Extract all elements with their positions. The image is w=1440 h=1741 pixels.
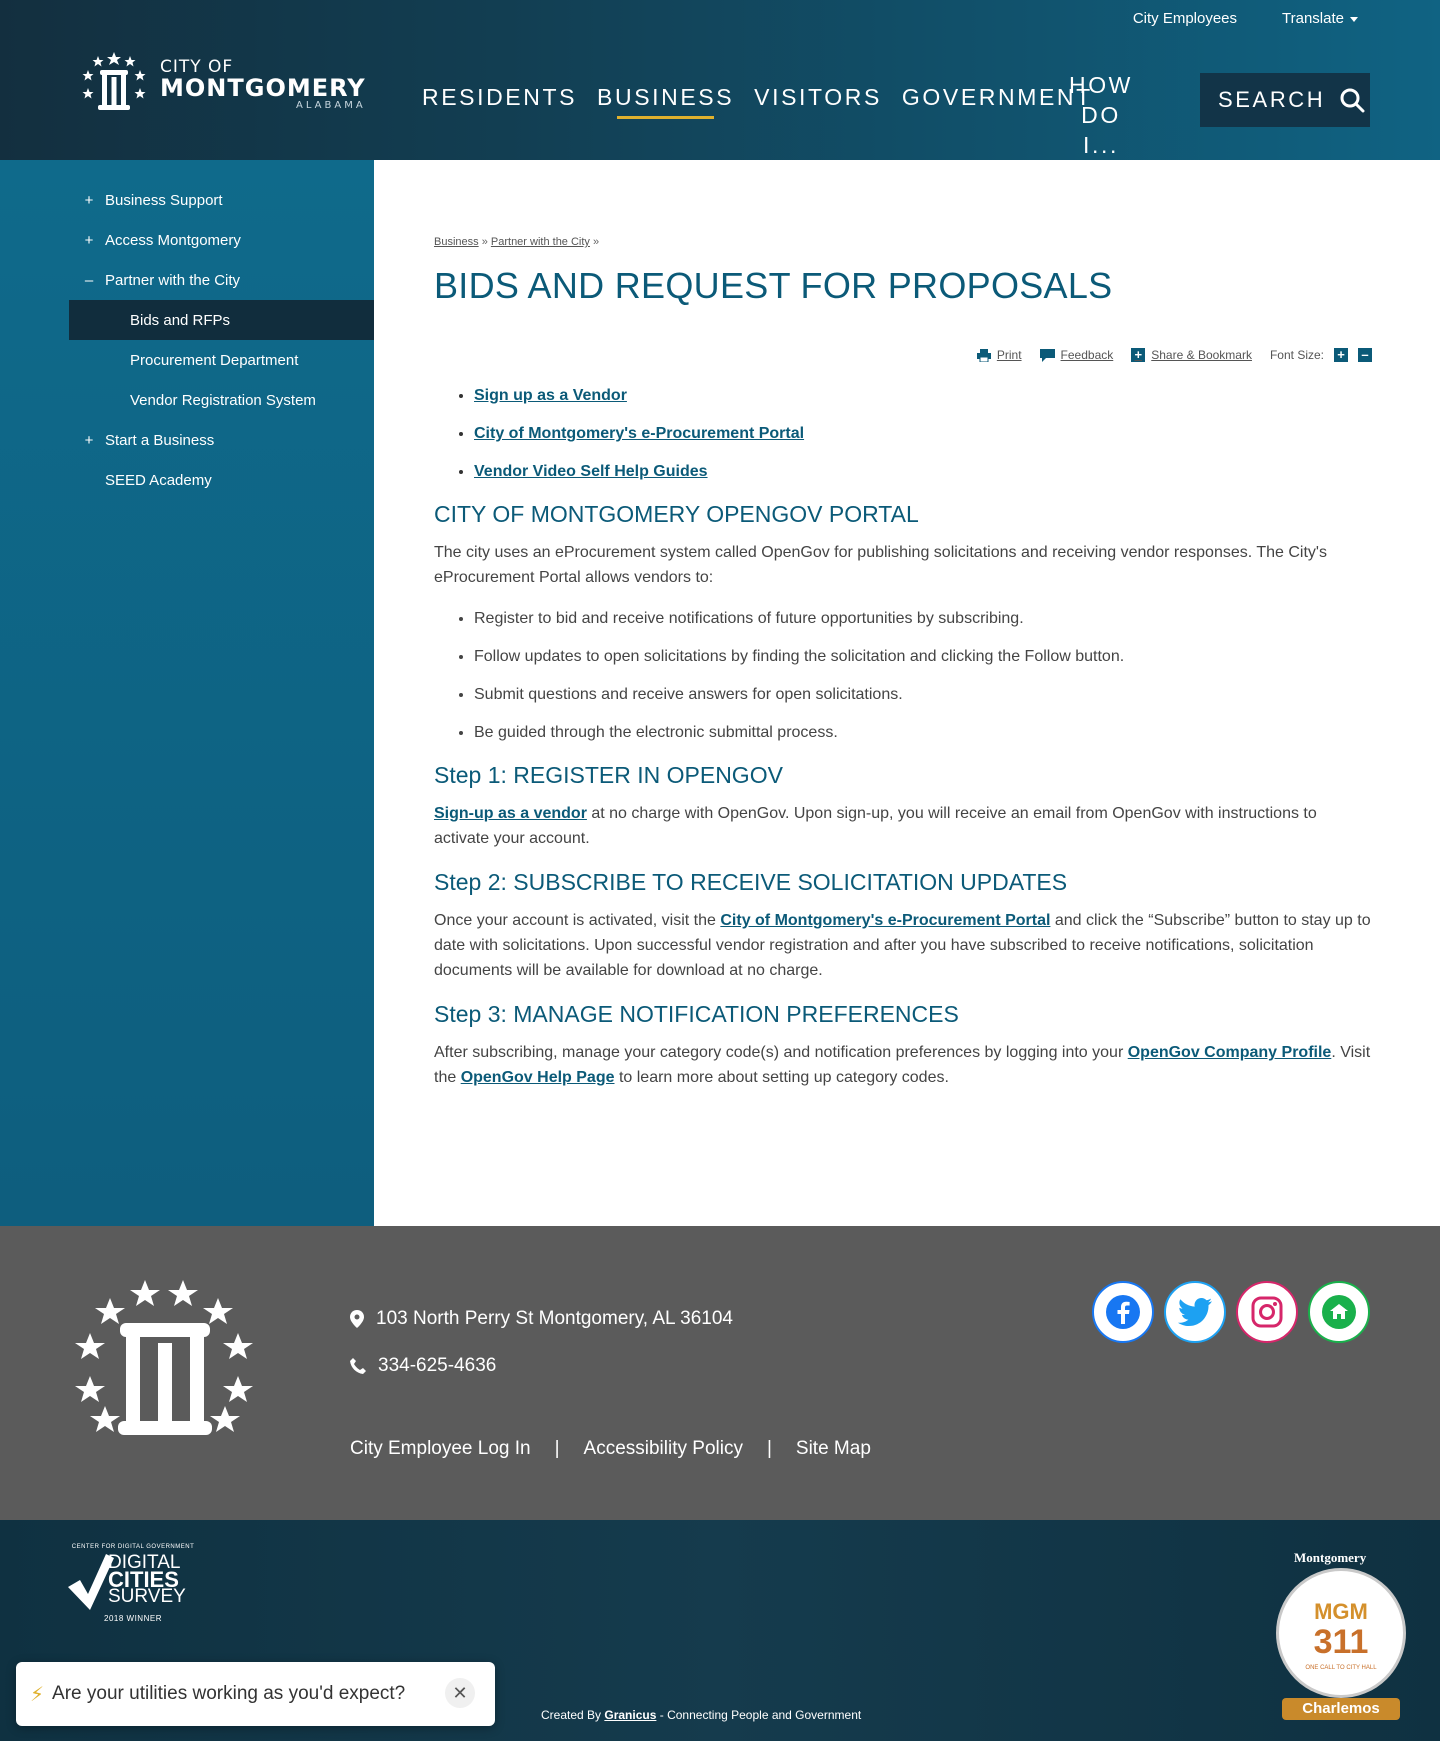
sign-up-vendor-inline-link[interactable]: Sign-up as a vendor [434, 805, 587, 822]
print-link[interactable] [977, 348, 1022, 362]
step1-heading: Step 1: REGISTER IN OPENGOV [434, 762, 783, 788]
step1-body: at no charge with OpenGov. Upon sign-up, you will receive an email from OpenGov with instructions to activate your account. [434, 805, 1317, 847]
instagram-link[interactable] [1236, 1281, 1298, 1343]
step3-text [434, 1040, 1372, 1090]
instagram-icon [1251, 1296, 1283, 1328]
main-navigation [422, 84, 1093, 111]
opengov-help-page-link[interactable]: OpenGov Help Page [460, 1069, 615, 1086]
breadcrumb-partner[interactable]: Partner with the City [490, 236, 590, 248]
sidebar-item-vendor-registration[interactable] [69, 380, 374, 420]
mgm-name: MGM [1314, 1599, 1368, 1624]
collapse-icon[interactable]: – [84, 271, 94, 289]
charlemos-badge: Charlemos [1282, 1698, 1400, 1720]
dcs-line-1: DIGITAL [108, 1552, 181, 1573]
step3-pre: After subscribing, manage your category code(s) and notification preferences by logging into your [434, 1044, 1128, 1061]
address-text: 103 North Perry St Montgomery, AL 36104 [376, 1308, 733, 1329]
sidebar-item-label: Partner with the City [105, 271, 241, 289]
nav-how-do-i[interactable] [1046, 70, 1156, 160]
created-by-label: Created By [541, 1708, 602, 1722]
nextdoor-icon [1321, 1294, 1357, 1330]
sidebar-item-start-a-business[interactable] [69, 420, 374, 460]
mgm-circle [1276, 1568, 1406, 1698]
list-item: • Submit questions and receive answers for open solicitations. [474, 686, 1372, 704]
step3-post: to learn more about setting up category codes. [614, 1069, 949, 1086]
list-item: • Register to bid and receive notifications of future opportunities by subscribing. [474, 610, 1372, 628]
granicus-link[interactable]: Granicus [604, 1708, 657, 1722]
share-label: Share & Bookmark [1151, 348, 1252, 362]
sidebar-item-label: Procurement Department [130, 351, 299, 369]
step2-post: and click the “Subscribe” button to stay up to date with solicitations. Upon successful vendor registration and after you have subscribed to receive notifications, solicitation documents will be available for download at no charge. [434, 912, 1371, 979]
city-emblem-icon [78, 50, 150, 114]
sidebar-item-label: SEED Academy [105, 471, 212, 489]
poll-question: Are your utilities working as you'd expect? [52, 1683, 406, 1704]
opengov-intro: The city uses an eProcurement system called OpenGov for publishing solicitations and receiving vendor responses. The City's eProcurement Portal allows vendors to: [434, 544, 1327, 586]
link-separator: | [554, 1438, 560, 1459]
step1-text [434, 801, 1372, 851]
link-separator: | [766, 1438, 772, 1459]
created-by-tagline: - Connecting People and Government [659, 1708, 862, 1722]
sidebar-item-business-support[interactable] [69, 180, 374, 220]
opengov-heading: CITY OF MONTGOMERY OPENGOV PORTAL [434, 501, 919, 527]
dcs-line-3: SURVEY [108, 1586, 186, 1607]
vendor-video-guides-link[interactable]: Vendor Video Self Help Guides [474, 463, 708, 480]
list-item [474, 387, 1372, 405]
list-item: • Be guided through the electronic submittal process. [474, 724, 1372, 742]
sidebar-item-label: Bids and RFPs [130, 311, 231, 329]
how-do-line-1: HOW DO [1068, 72, 1133, 128]
how-do-line-2: I... [1083, 132, 1119, 158]
dcs-logo [68, 1550, 198, 1614]
nav-residents[interactable]: RESIDENTS [422, 84, 578, 110]
dcs-top-text: CENTER FOR DIGITAL GOVERNMENT [71, 1544, 195, 1550]
sidebar-item-label: Access Montgomery [105, 231, 241, 249]
nav-visitors[interactable]: VISITORS [754, 84, 882, 110]
breadcrumb-business[interactable]: Business [434, 236, 479, 248]
facebook-link[interactable] [1092, 1281, 1154, 1343]
page-tools [977, 348, 1372, 362]
print-label: Print [996, 348, 1022, 362]
nav-government[interactable]: GOVERNMENT [901, 84, 1093, 110]
facebook-icon [1105, 1294, 1141, 1330]
logo-alabama: ALABAMA [296, 100, 366, 111]
sidebar-item-label: Vendor Registration System [130, 391, 316, 409]
opengov-company-profile-link[interactable]: OpenGov Company Profile [1127, 1044, 1332, 1061]
e-procurement-inline-link[interactable]: City of Montgomery's e-Procurement Portal [720, 912, 1051, 929]
share-link[interactable] [1131, 348, 1252, 362]
digital-cities-badge [68, 1544, 198, 1623]
close-icon[interactable]: ✕ [445, 1678, 475, 1708]
city-emblem-icon [70, 1278, 260, 1443]
utilities-poll[interactable] [16, 1662, 495, 1726]
step3-mid: . Visit the [434, 1044, 1371, 1086]
translate-dropdown[interactable] [1282, 10, 1358, 27]
step2-pre: Once your account is activated, visit the [434, 912, 721, 929]
font-decrease-icon[interactable]: – [1358, 348, 1372, 362]
search-button[interactable] [1200, 73, 1370, 127]
font-size-control [1270, 348, 1372, 362]
phone-icon [350, 1358, 366, 1374]
sidebar-item-procurement-department[interactable] [69, 340, 374, 380]
print-icon [977, 349, 991, 362]
caret-down-icon [1350, 17, 1358, 22]
step2-text [434, 908, 1372, 983]
mgm-number: 311 [1313, 1623, 1369, 1661]
list-item [474, 425, 1372, 443]
mgm311-badge[interactable] [1276, 1550, 1406, 1740]
sidebar-nav [69, 180, 374, 500]
site-header [0, 0, 1440, 160]
map-pin-icon [350, 1310, 364, 1328]
sidebar-item-partner-with-the-city[interactable] [69, 260, 374, 300]
feedback-label: Feedback [1060, 348, 1114, 362]
e-procurement-portal-link[interactable]: City of Montgomery's e-Procurement Portal [474, 425, 805, 442]
sidebar-item-label: Start a Business [105, 431, 215, 449]
sidebar-item-seed-academy[interactable] [69, 460, 374, 500]
page-title: BIDS AND REQUEST FOR PROPOSALS [434, 265, 1113, 306]
sidebar-item-bids-and-rfps[interactable] [69, 300, 374, 340]
site-map-link[interactable]: Site Map [795, 1438, 871, 1459]
expand-icon[interactable]: + [84, 231, 94, 249]
footer-links [350, 1438, 871, 1460]
translate-label: Translate [1282, 10, 1344, 27]
city-employees-link[interactable]: City Employees [1132, 10, 1238, 27]
main-content [434, 236, 1372, 1090]
address [350, 1308, 733, 1330]
dcs-line-2: CITIES [108, 1567, 179, 1592]
expand-icon[interactable]: + [84, 431, 94, 449]
step2-heading: Step 2: SUBSCRIBE TO RECEIVE SOLICITATION UPDATES [434, 869, 1068, 895]
font-increase-icon[interactable]: + [1334, 348, 1348, 362]
employee-login-link[interactable]: City Employee Log In [350, 1438, 531, 1459]
breadcrumb [434, 236, 1372, 248]
sidebar-item-access-montgomery[interactable] [69, 220, 374, 260]
opengov-features [434, 610, 1372, 742]
feedback-icon [1040, 349, 1055, 362]
mgm-sub: ONE CALL TO CITY HALL [1305, 1665, 1377, 1671]
nextdoor-link[interactable] [1308, 1281, 1370, 1343]
phone-text[interactable]: 334-625-4636 [378, 1355, 497, 1376]
search-icon [1339, 87, 1365, 113]
mgm-top-text: Montgomery [1294, 1550, 1367, 1565]
city-logo[interactable] [78, 50, 383, 118]
search-label: SEARCH [1218, 87, 1326, 112]
utility-links [1133, 10, 1358, 27]
font-size-label: Font Size: [1269, 348, 1324, 362]
phone [350, 1355, 496, 1377]
social-links [1092, 1281, 1370, 1343]
feedback-link[interactable] [1040, 348, 1114, 362]
quick-links [434, 387, 1372, 481]
sign-up-vendor-link[interactable]: Sign up as a Vendor [474, 387, 627, 404]
logo-montgomery: MONTGOMERY [160, 74, 366, 102]
list-item: • Follow updates to open solicitations by finding the solicitation and clicking the Follow button. [474, 648, 1372, 666]
twitter-link[interactable] [1164, 1281, 1226, 1343]
share-plus-icon: + [1131, 348, 1145, 362]
step3-heading: Step 3: MANAGE NOTIFICATION PREFERENCES [434, 1001, 959, 1027]
accessibility-policy-link[interactable]: Accessibility Policy [583, 1438, 743, 1459]
nav-business[interactable]: BUSINESS [597, 84, 735, 110]
breadcrumb-separator: » [593, 236, 600, 248]
list-item [474, 463, 1372, 481]
twitter-icon [1178, 1298, 1212, 1326]
expand-icon[interactable]: + [84, 191, 94, 209]
sidebar-item-label: Business Support [105, 191, 223, 209]
breadcrumb-separator: » [481, 236, 488, 248]
lightning-icon: ⚡ [30, 1683, 45, 1706]
site-footer [0, 1226, 1440, 1520]
logo-city-of: CITY OF [160, 57, 234, 77]
created-by [541, 1708, 861, 1722]
dcs-winner-text: 2018 WINNER [104, 1614, 162, 1623]
